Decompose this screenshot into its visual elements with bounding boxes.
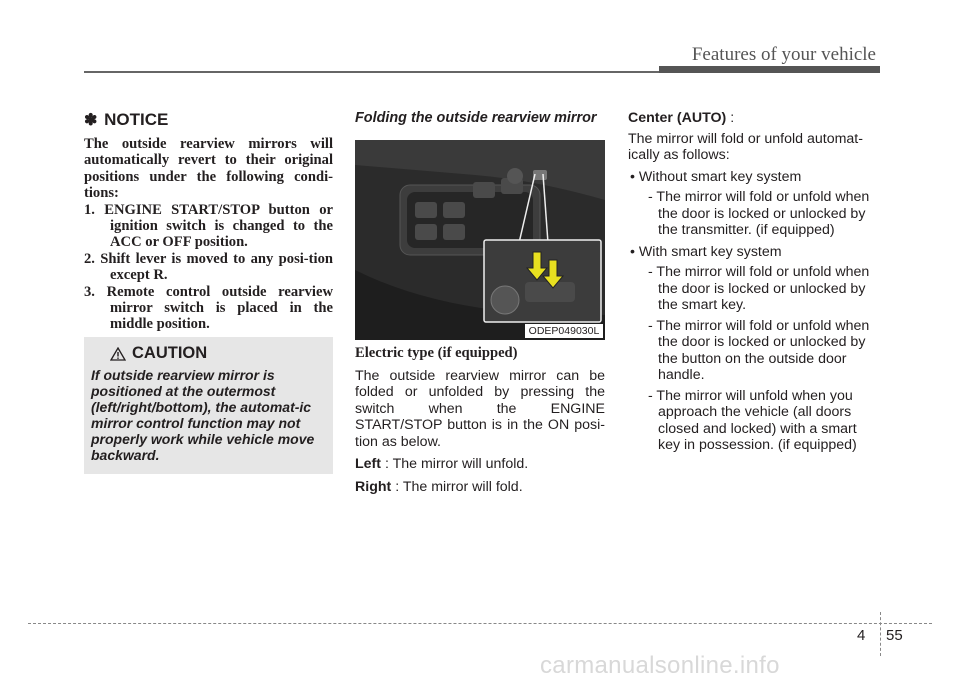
left-label: Left bbox=[355, 456, 382, 472]
header-title: Features of your vehicle bbox=[691, 44, 876, 65]
caution-title-text: CAUTION bbox=[132, 344, 208, 362]
mirror-switch-figure bbox=[355, 140, 605, 340]
notice-title-text: NOTICE bbox=[104, 110, 169, 129]
notice-body bbox=[84, 136, 333, 333]
footer-divider bbox=[880, 612, 881, 656]
caution-box bbox=[84, 337, 333, 474]
dash-item: - The mirror will fold or unfold when the door is locked or unlocked by the smart key. bbox=[648, 264, 870, 313]
left-position-line bbox=[355, 456, 605, 473]
electric-type-heading: Electric type (if equipped) bbox=[355, 345, 518, 361]
notice-intro: The outside rearview mirrors will automatically revert to their original positions under the following condi-tions: bbox=[84, 136, 333, 202]
header-rule-accent bbox=[659, 66, 880, 73]
door-panel-photo bbox=[355, 140, 605, 340]
page-number: 55 bbox=[886, 627, 903, 644]
caution-body: If outside rearview mirror is positioned at the outermost (left/right/bottom), the automat-ic mirror control function may not properly work while vehicle move backward. bbox=[91, 367, 315, 463]
center-colon: : bbox=[726, 110, 735, 126]
folding-text bbox=[355, 345, 605, 501]
chapter-number: 4 bbox=[857, 627, 866, 644]
dash-item: - The mirror will fold or unfold when the door is locked or unlocked by the transmitter. (if equipped) bbox=[648, 189, 870, 238]
notice-title bbox=[84, 110, 333, 130]
center-auto-section bbox=[628, 110, 880, 458]
right-text: : The mirror will fold. bbox=[391, 478, 523, 495]
figure-label: ODEP049030L bbox=[525, 324, 603, 338]
center-heading bbox=[628, 110, 880, 127]
notice-item: 1. ENGINE START/STOP button or ignition switch is changed to the ACC or OFF position. bbox=[84, 201, 333, 251]
folding-paragraph: The outside rearview mirror can be folded or unfolded by pressing the switch when the ENGINE START/STOP button is in the ON posi-tion as below. bbox=[355, 367, 605, 450]
left-text: : The mirror will unfold. bbox=[381, 456, 529, 472]
notice-item: 3. Remote control outside rearview mirror switch is placed in the middle position. bbox=[84, 283, 333, 333]
center-label: Center (AUTO) bbox=[628, 110, 727, 126]
dash-item: - The mirror will fold or unfold when the door is locked or unlocked by the button on the outside door handle. bbox=[648, 317, 870, 383]
bullet-without-smart-key: • Without smart key system bbox=[630, 168, 802, 185]
notice-section bbox=[84, 110, 333, 333]
folding-section bbox=[355, 110, 605, 126]
folding-heading: Folding the outside rearview mirror bbox=[355, 110, 597, 126]
right-position-line bbox=[355, 479, 605, 496]
notice-asterisk-icon: ✽ bbox=[84, 112, 98, 129]
caution-title bbox=[110, 344, 207, 363]
watermark: carmanualsonline.info bbox=[540, 652, 780, 679]
bullet-with-smart-key: • With smart key system bbox=[630, 243, 782, 260]
warning-triangle-icon bbox=[110, 347, 126, 361]
center-intro: The mirror will fold or unfold automat-ically as follows: bbox=[628, 130, 863, 163]
footer-rule bbox=[28, 623, 932, 624]
right-label: Right bbox=[355, 478, 392, 495]
dash-item: - The mirror will unfold when you approach the vehicle (all doors closed and locked) with a smart key in possession. (if equipped) bbox=[648, 387, 857, 453]
notice-item: 2. Shift lever is moved to any posi-tion except R. bbox=[84, 250, 333, 284]
